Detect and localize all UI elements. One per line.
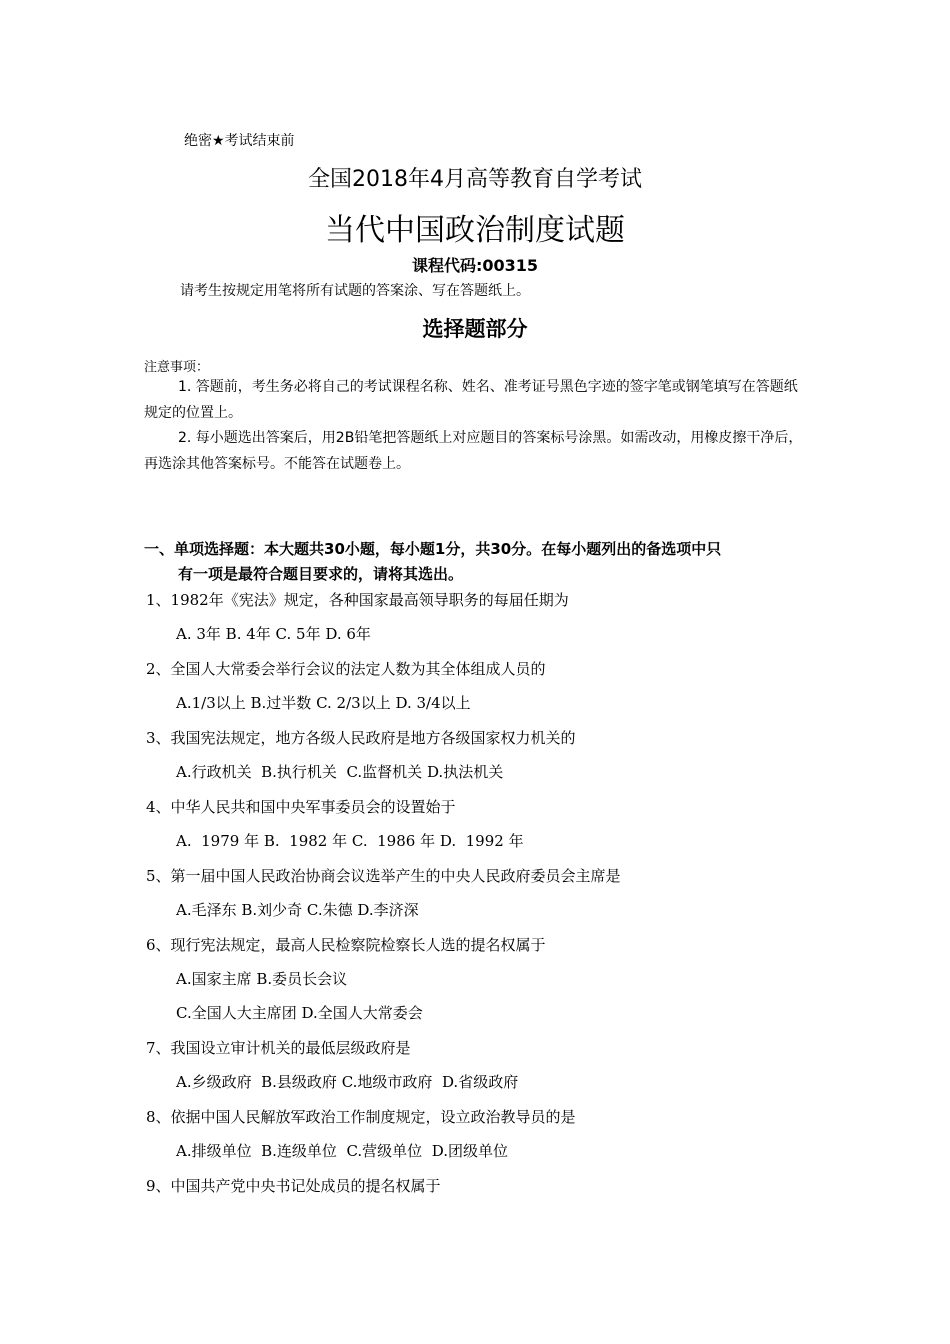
note-item: 2. 每小题选出答案后，用2B铅笔把答题纸上对应题目的答案标号涂黑。如需改动，用橡皮擦干净后，再选涂其他答案标号。不能答在试题卷上。 [144,430,803,472]
question-options: A. 3年 B. 4年 C. 5年 D. 6年 [176,625,371,643]
notes-heading: 注意事项： [144,360,210,375]
section-heading-line: 有一项是最符合题目要求的，请将其选出。 [178,565,464,583]
question-options: A.乡级政府 B.县级政府 C.地级市政府 D.省级政府 [176,1073,519,1091]
question-options: A. 1979 年 B. 1982 年 C. 1986 年 D. 1992 年 [176,832,524,850]
part-title: 选择题部分 [422,317,528,341]
course-code: 课程代码:00315 [411,256,539,275]
question-options: A.1/3以上 B.过半数 C. 2/3以上 D. 3/4以上 [176,694,471,712]
question-stem: 2、全国人大常委会举行会议的法定人数为其全体组成人员的 [146,660,546,678]
secret-label: 绝密★考试结束前 [184,133,295,149]
question-options: A.行政机关 B.执行机关 C.监督机关 D.执法机关 [176,763,504,781]
subject-title: 当代中国政治制度试题 [325,213,625,248]
question-options: A.国家主席 B.委员长会议 [176,970,348,988]
answer-instruction: 请考生按规定用笔将所有试题的答案涂、写在答题纸上。 [180,283,530,299]
question-stem: 4、中华人民共和国中央军事委员会的设置始于 [146,798,456,816]
note-item: 1. 答题前，考生务必将自己的考试课程名称、姓名、准考证号黑色字迹的签字笔或钢笔填写在答题纸规定的位置上。 [144,379,798,421]
question-options: C.全国人大主席团 D.全国人大常委会 [176,1004,423,1022]
exam-title: 全国2018年4月高等教育自学考试 [308,167,642,192]
question-stem: 1、1982年《宪法》规定，各种国家最高领导职务的每届任期为 [146,591,569,609]
question-stem: 5、第一届中国人民政治协商会议选举产生的中央人民政府委员会主席是 [146,867,621,885]
section-heading [144,537,806,587]
question-stem: 7、我国设立审计机关的最低层级政府是 [146,1039,411,1057]
question-options: A.毛泽东 B.刘少奇 C.朱德 D.李济深 [176,901,419,919]
question-options: A.排级单位 B.连级单位 C.营级单位 D.团级单位 [176,1142,508,1160]
question-stem: 3、我国宪法规定，地方各级人民政府是地方各级国家权力机关的 [146,729,576,747]
question-stem: 8、依据中国人民解放军政治工作制度规定，设立政治教导员的是 [146,1108,576,1126]
question-stem: 6、现行宪法规定，最高人民检察院检察长人选的提名权属于 [146,936,546,954]
question-stem: 9、中国共产党中央书记处成员的提名权属于 [146,1177,441,1195]
section-heading-line: 一、单项选择题：本大题共30小题，每小题1分，共30分。在每小题列出的备选项中只 [144,540,722,558]
